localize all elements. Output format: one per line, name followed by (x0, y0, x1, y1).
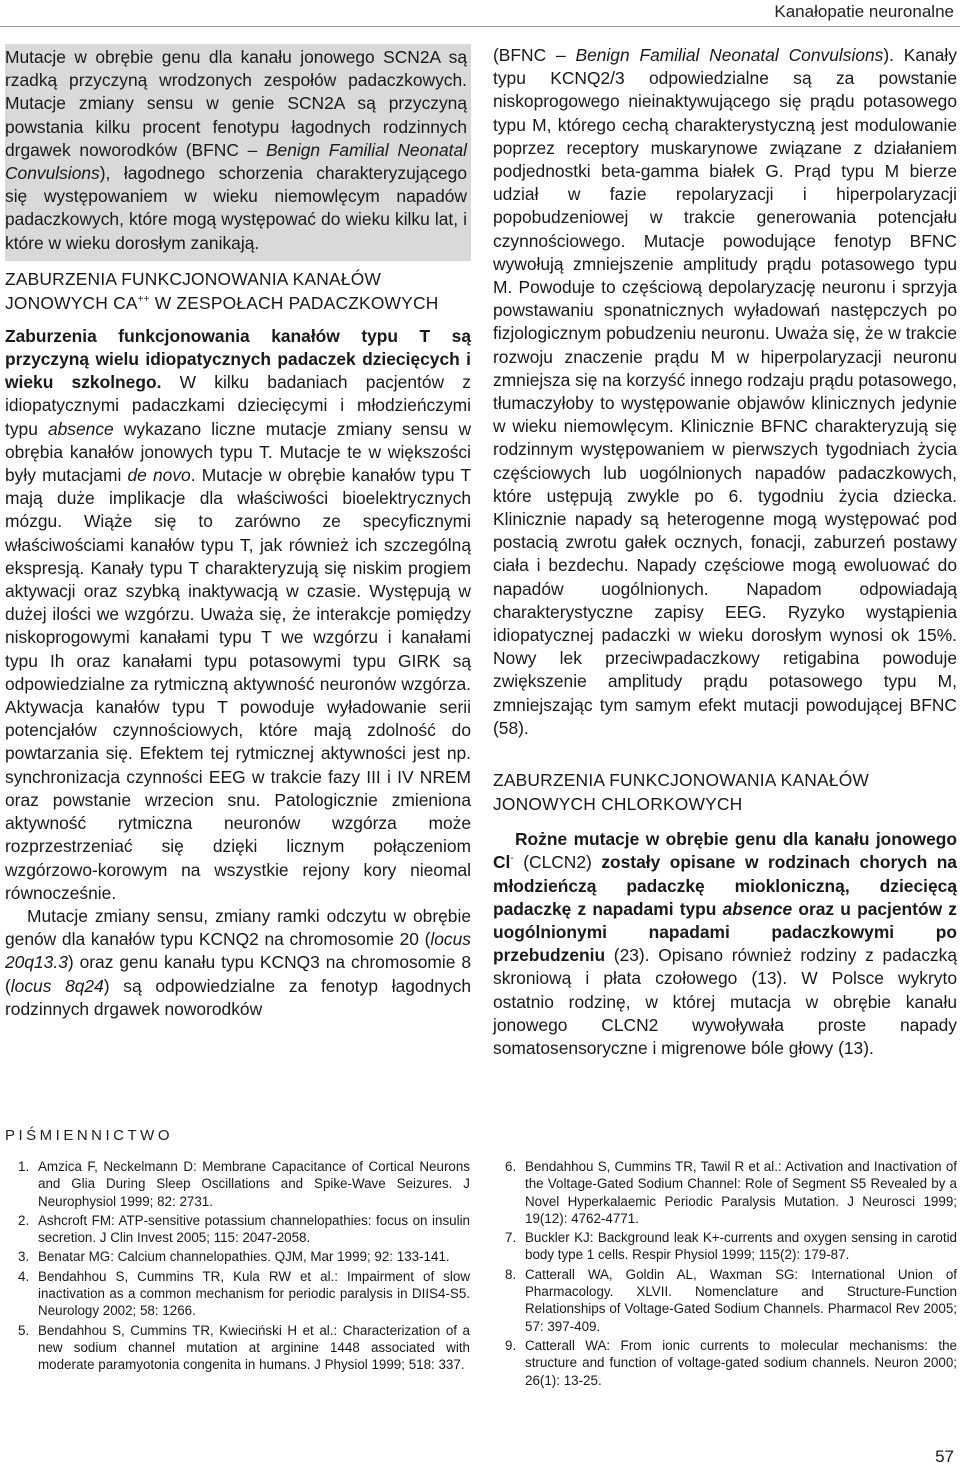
reference-number: 6. (505, 1159, 517, 1174)
reference-item (505, 1229, 957, 1264)
bold-run: Rożne mutacje w obrębie genu dla kanału jonowego Cl (493, 829, 957, 873)
reference-number: 5. (18, 1322, 30, 1338)
reference-text: Benatar MG: Calcium channelopathies. QJM, Mar 1999; 92: 133-141. (38, 1249, 450, 1265)
heading-line-2a: JONOWYCH CA (5, 292, 138, 313)
running-header (0, 0, 960, 27)
reference-item (18, 1268, 470, 1320)
lead-bold: Zaburzenia funkcjonowania kanałów typu T są przyczyną wielu idiopatycznych padaczek dziecięcych i wieku szkolnego. (5, 325, 471, 393)
heading-line-1: ZABURZENIA FUNKCJONOWANIA KANAŁÓW (493, 770, 870, 791)
sup-run: - (510, 853, 514, 865)
section-heading-calcium (5, 267, 471, 315)
italic-run: locus 8q24 (10, 975, 104, 996)
highlight-tail: ), łagodnego schorzenia charakteryzującego się występowaniem w wieku niemowlęcym napadów padaczkowych, które mogą występować do wieku kilku lat, i które w wieku dorosłym zanikają. (5, 163, 467, 253)
references-left (18, 1158, 470, 1376)
highlight-italic: Benign Familial Neonatal Convulsions (5, 139, 467, 184)
heading-sup: ++ (137, 294, 150, 306)
bold-run: oraz u pacjentów z uogólnionymi napadami padaczkowymi po przebudzeniu (493, 898, 957, 966)
paragraph-bfnc (493, 44, 957, 740)
text-run: wykazano liczne mutacje zmiany sensu w obrębia kanałów jonowych typu T. Mutacje te w większości były mutacjami (5, 418, 471, 486)
reference-text: Catterall WA, Goldin AL, Waxman SG: International Union of Pharmacology. XLVII. Nomenclature and Structure-Function Relationships of Voltage-Gated Sodium Channels. Pharmacol Rev 2005; 57: 397-409. (525, 1266, 957, 1334)
heading-line-1: ZABURZENIA FUNKCJONOWANIA KANAŁÓW (5, 268, 382, 289)
left-column (5, 44, 471, 1021)
text-run: ). Kanały typu KCNQ2/3 odpowiedzialne są za powstanie niskoprogowego nieinaktywującego się prądu potasowego typu M, którego cechą charakterystyczną jest modulowanie poprzez receptory muskarynowe związane z działaniem podjednostki beta-gamma białek G. Prąd typu M bierze udział w fazie repolaryzacji i hiperpolaryzacji popobudzeniowej w trakcie generowania potencjału czynnościowego. Mutacje powodujące fenotyp BFNC wywołują zmniejszenie amplitudy prądu potasowego typu M. Powoduje to częściową depolaryzację neuronu i sprzyja powstawaniu sponatnicznych wyładowań następczych po fizjologicznym pobudzeniu neuronu. Uważa się, że w trakcie rozwoju znaczenie prądu M w hiperpolaryzacji neuronu zmniejsza się na korzyść innego rodzaju prądu potasowego, tłumaczyłoby to występowanie objawów klinicznych jedynie w wieku niemowlęcym. Klinicznie BFNC charakteryzują się rodzinnym występowaniem w pierwszych tygodniach życia częściowych lub uogólnionych napadów padaczkowych, które ustępują zwykle po 6. tygodniu życia dziecka. Klinicznie napady są heterogenne mogą występować pod postacią zwrotu gałek ocznych, fonacji, zaburzeń postawy ciała i bezdechu. Napady częściowe mogą ewoluować do napadów uogólnionych. Napadom odpowiadają charakterystyczne zapisy EEG. Ryzyko wystąpienia idiopatycznej padaczki w wieku dorosłym wynosi ok 15%. Nowy lek przeciwpadaczkowy retigabina powoduje zwiększenie amplitudy prądu potasowego typu M, zmniejszając tym samym efekt mutacji powodującej BFNC (58). (493, 45, 958, 738)
reference-text: Bendahhou S, Cummins TR, Kula RW et al.: Impairment of slow inactivation as a common mechanism for periodic paralysis in DIIS4-S5. Neurology 2002; 58: 1266. (38, 1268, 470, 1319)
highlighted-paragraph (5, 44, 471, 261)
heading-line-2: JONOWYCH CHLORKOWYCH (493, 794, 743, 815)
bold-run: zostały opisane w rodzinach chorych na młodzieńczą padaczkę miokloniczną, dziecięcą padaczkę z napadami typu (493, 852, 957, 919)
paragraph-t-channels (5, 325, 471, 905)
italic-run: locus 20q13.3 (5, 929, 471, 973)
reference-item (505, 1266, 957, 1335)
running-header-title: Kanałopatie neuronalne (774, 2, 954, 21)
italic-run: Benign Familial Neonatal Convulsions (575, 45, 884, 65)
paragraph-kcnq (5, 905, 471, 1021)
text-run: (BFNC – (493, 45, 576, 65)
reference-number: 7. (505, 1230, 517, 1246)
reference-item (18, 1212, 470, 1247)
italic-run: absence (47, 418, 114, 439)
reference-text: Catterall WA: From ionic currents to molecular mechanisms: the structure and function of voltage-gated sodium channels. Neuron 2000; 26(1): 13-25. (525, 1337, 957, 1388)
reference-item (18, 1158, 470, 1210)
reference-item (505, 1158, 957, 1227)
reference-number: 8. (505, 1266, 517, 1282)
reference-text: Buckler KJ: Background leak K+-currents and oxygen sensing in carotid body type 1 cells. Respir Physiol 1999; 115(2): 179-87. (525, 1230, 957, 1263)
text-run: ) oraz genu kanału typu KCNQ3 na chromosomie 8 ( (5, 952, 471, 996)
reference-number: 1. (18, 1159, 30, 1174)
text-run: (23). Opisano również rodziny z padaczką skroniową i płata czołowego (13). W Polsce wykryto ostatnio rodzinę, w której mutacja w obrębie kanału jonowego CLCN2 wywoływała proste napady somatosensoryczne i migrenowe bóle głowy (13). (493, 945, 957, 1058)
reference-number: 2. (18, 1212, 30, 1228)
reference-number: 9. (505, 1337, 517, 1353)
reference-item (18, 1322, 470, 1374)
reference-number: 4. (18, 1268, 30, 1284)
references-right (505, 1158, 957, 1391)
reference-item (18, 1248, 470, 1265)
reference-number: 3. (18, 1249, 30, 1265)
reference-item (505, 1337, 957, 1389)
highlight-text: Mutacje w obrębie genu dla kanału jonowego SCN2A są rzadką przyczyną wrodzonych zespołów padaczkowych. Mutacje zmiany sensu w genie SCN2A są przyczyną powstania kilku procent fenotypu łagodnych rodzinnych drgawek noworodków (BFNC – (5, 47, 467, 160)
text-run: . Mutacje w obrębie kanałów typu T mają duże implikacje dla właściwości bioelektrycznych mózgu. Wiąże się to zarówno ze specyficznymi właściwościami kanałów typu T, jak również ich szczególną ekspresją. Kanały typu T charakteryzują się niskim progiem aktywacji oraz szybką inaktywacją w czasie. Występują w dużej ilości we wzgórzu. Uważa się, że interakcje pomiędzy niskoprogowymi kanałami typu T we wzgórzu i kanałami typu Ih oraz kanałami typu potasowymi typu GIRK są odpowiedzialne za rytmiczną aktywność neuronów wzgórza. Aktywacja kanałów typu T powoduje wyładowanie serii potencjałów czynnościowych, które mają zdolność do powtarzania się. Efektem tej rytmicznej aktywności jest np. synchronizacja czynności EEG w trakcie fazy III i IV NREM oraz powstanie wrzecion snu. Patologicznie zmieniona aktywność rytmiczna neuronów wzgórza może rozprzestrzeniać się dzięki licznym połączeniom wzgórzowo-korowym na wszystkie rejony kory nieomal równocześnie. (5, 465, 471, 903)
reference-text: Ashcroft FM: ATP-sensitive potassium channelopathies: focus on insulin secretion. J Clin Invest 2005; 115: 2047-2058. (38, 1212, 470, 1246)
references-title: PIŚMIENNICTWO (5, 1127, 173, 1144)
text-run: ) są odpowiedzialne za fenotyp łagodnych rodzinnych drgawek noworodków (5, 975, 471, 1019)
page-number: 57 (935, 1447, 954, 1466)
section-heading-chloride (493, 768, 957, 816)
text-run: (CLCN2) (513, 852, 602, 873)
reference-text: Amzica F, Neckelmann D: Membrane Capacitance of Cortical Neurons and Glia During Sleep Oscillations and Spike-Wave Seizures. J Neurophysiol 1999; 82: 2731. (38, 1159, 470, 1209)
italic-run: de novo (127, 465, 191, 486)
text-run: W kilku badaniach pacjentów z idiopatycznymi padaczkami dziecięcymi i młodzieńczymi typu (5, 372, 471, 439)
heading-line-2b: W ZESPOŁACH PADACZKOWYCH (149, 292, 439, 313)
text-run: Mutacje zmiany sensu, zmiany ramki odczytu w obrębie genów dla kanałów typu KCNQ2 na chromosomie 20 ( (5, 905, 471, 950)
right-column (493, 44, 957, 1060)
reference-text: Bendahhou S, Cummins TR, Tawil R et al.: Activation and Inactivation of the Voltage-Gated Sodium Channel: Role of Segment S5 Revealed by a Novel Hyperkalaemic Periodic Paralysis Mutation. J Neurosci 1999; 19(12): 4762-4771. (525, 1159, 957, 1226)
paragraph-clcn2 (493, 828, 957, 1060)
bold-italic-run: absence (722, 898, 793, 919)
reference-text: Bendahhou S, Cummins TR, Kwieciński H et al.: Characterization of a new sodium channel mutation at arginine 1448 associated with moderate paramyotonia congenita in humans. J Physiol 1999; 518: 337. (38, 1322, 470, 1373)
